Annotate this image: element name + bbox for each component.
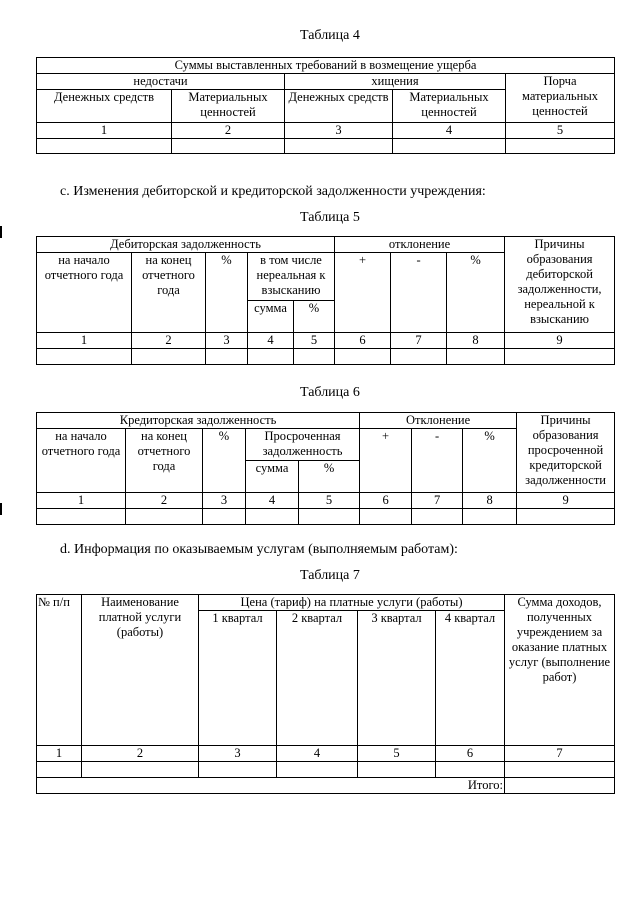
- t4-cash1: Денежных средств: [37, 90, 172, 123]
- t7-cell: [277, 762, 358, 778]
- t7-total-label: Итого:: [37, 778, 505, 794]
- table4-caption: Таблица 4: [300, 28, 360, 43]
- t4-cell: [285, 139, 393, 154]
- t6-minus: -: [412, 429, 463, 493]
- t6-cell: [203, 509, 246, 525]
- t4-damage: Порча материальных ценностей: [506, 74, 615, 123]
- t7-q1: 1 квартал: [199, 611, 277, 746]
- table7-caption: Таблица 7: [300, 568, 360, 583]
- t7-num: 1: [37, 746, 82, 762]
- t6-pct3: %: [463, 429, 517, 493]
- t6-cell: [246, 509, 299, 525]
- t5-cell: [447, 349, 505, 365]
- t5-cell: [391, 349, 447, 365]
- t6-num: 5: [299, 493, 360, 509]
- t7-num: 4: [277, 746, 358, 762]
- table4: [36, 57, 615, 154]
- t5-cell: [132, 349, 206, 365]
- t4-mat1: Материальных ценностей: [172, 90, 285, 123]
- t6-num: 6: [360, 493, 412, 509]
- heading-c: с. Изменения дебиторской и кредиторской задолженности учреждения:: [60, 184, 486, 199]
- t7-q4: 4 квартал: [436, 611, 505, 746]
- t7-cell: [358, 762, 436, 778]
- t5-plus: +: [335, 253, 391, 333]
- t7-num: 7: [505, 746, 615, 762]
- t6-num: 1: [37, 493, 126, 509]
- t5-num: 4: [248, 333, 294, 349]
- t6-end: на конец отчетного года: [126, 429, 203, 493]
- t5-num: 9: [505, 333, 615, 349]
- t7-q2: 2 квартал: [277, 611, 358, 746]
- t5-start: на начало отчетного года: [37, 253, 132, 333]
- margin-mark: [0, 503, 2, 515]
- t6-cell: [299, 509, 360, 525]
- t7-price: Цена (тариф) на платные услуги (работы): [199, 595, 505, 611]
- t7-cell: [37, 762, 82, 778]
- t7-cell: [82, 762, 199, 778]
- t4-num: 2: [172, 123, 285, 139]
- table6: [36, 412, 615, 525]
- t7-income: Сумма доходов, полученных учреждением за оказание платных услуг (выполнение работ): [505, 595, 615, 746]
- t6-cell: [412, 509, 463, 525]
- t6-num: 2: [126, 493, 203, 509]
- t7-no: № п/п: [37, 595, 82, 746]
- t5-debt: Дебиторская задолженность: [37, 237, 335, 253]
- t5-including: в том числе нереальная к взысканию: [248, 253, 335, 301]
- t5-minus: -: [391, 253, 447, 333]
- t5-cell: [248, 349, 294, 365]
- t5-end: на конец отчетного года: [132, 253, 206, 333]
- t7-cell: [436, 762, 505, 778]
- t6-plus: +: [360, 429, 412, 493]
- t5-cell: [206, 349, 248, 365]
- t7-total-value: [505, 778, 615, 794]
- table5: [36, 236, 615, 365]
- t4-num: 3: [285, 123, 393, 139]
- t5-cell: [335, 349, 391, 365]
- t6-num: 4: [246, 493, 299, 509]
- t6-cell: [463, 509, 517, 525]
- t6-num: 7: [412, 493, 463, 509]
- t5-sum: сумма: [248, 301, 294, 333]
- t6-cell: [37, 509, 126, 525]
- margin-mark: [0, 226, 2, 238]
- t5-reasons: Причины образования дебиторской задолженности, нереальной к взысканию: [505, 237, 615, 333]
- t4-theft: хищения: [285, 74, 506, 90]
- t5-num: 3: [206, 333, 248, 349]
- t4-cell: [37, 139, 172, 154]
- t7-cell: [505, 762, 615, 778]
- t4-num: 4: [393, 123, 506, 139]
- t5-num: 1: [37, 333, 132, 349]
- t6-reasons: Причины образования просроченной кредиторской задолженности: [517, 413, 615, 493]
- t5-num: 2: [132, 333, 206, 349]
- t7-num: 3: [199, 746, 277, 762]
- t4-mat2: Материальных ценностей: [393, 90, 506, 123]
- t6-overdue: Просроченная задолженность: [246, 429, 360, 461]
- t6-pct2: %: [299, 461, 360, 493]
- t6-cell: [517, 509, 615, 525]
- t6-deviation: Отклонение: [360, 413, 517, 429]
- t7-cell: [199, 762, 277, 778]
- t5-cell: [505, 349, 615, 365]
- t7-name: Наименование платной услуги (работы): [82, 595, 199, 746]
- t6-num: 3: [203, 493, 246, 509]
- t7-num: 2: [82, 746, 199, 762]
- t4-title: Суммы выставленных требований в возмещение ущерба: [37, 58, 615, 74]
- t5-deviation: отклонение: [335, 237, 505, 253]
- table6-caption: Таблица 6: [300, 385, 360, 400]
- t5-num: 6: [335, 333, 391, 349]
- table5-caption: Таблица 5: [300, 210, 360, 225]
- t5-pct3: %: [447, 253, 505, 333]
- t5-cell: [294, 349, 335, 365]
- t4-num: 1: [37, 123, 172, 139]
- t6-sum: сумма: [246, 461, 299, 493]
- table7: [36, 594, 615, 794]
- t7-q3: 3 квартал: [358, 611, 436, 746]
- t5-num: 8: [447, 333, 505, 349]
- t4-num: 5: [506, 123, 615, 139]
- t7-num: 6: [436, 746, 505, 762]
- t6-debt: Кредиторская задолженность: [37, 413, 360, 429]
- t5-num: 7: [391, 333, 447, 349]
- t6-start: на начало отчетного года: [37, 429, 126, 493]
- t4-cash2: Денежных средств: [285, 90, 393, 123]
- t6-num: 8: [463, 493, 517, 509]
- heading-d: d. Информация по оказываемым услугам (выполняемым работам):: [60, 542, 458, 557]
- t4-cell: [393, 139, 506, 154]
- t5-cell: [37, 349, 132, 365]
- t5-pct: %: [206, 253, 248, 333]
- t4-cell: [172, 139, 285, 154]
- t5-num: 5: [294, 333, 335, 349]
- t4-shortage: недостачи: [37, 74, 285, 90]
- t6-num: 9: [517, 493, 615, 509]
- t6-cell: [126, 509, 203, 525]
- t6-pct: %: [203, 429, 246, 493]
- t5-pct2: %: [294, 301, 335, 333]
- t6-cell: [360, 509, 412, 525]
- t7-num: 5: [358, 746, 436, 762]
- t4-cell: [506, 139, 615, 154]
